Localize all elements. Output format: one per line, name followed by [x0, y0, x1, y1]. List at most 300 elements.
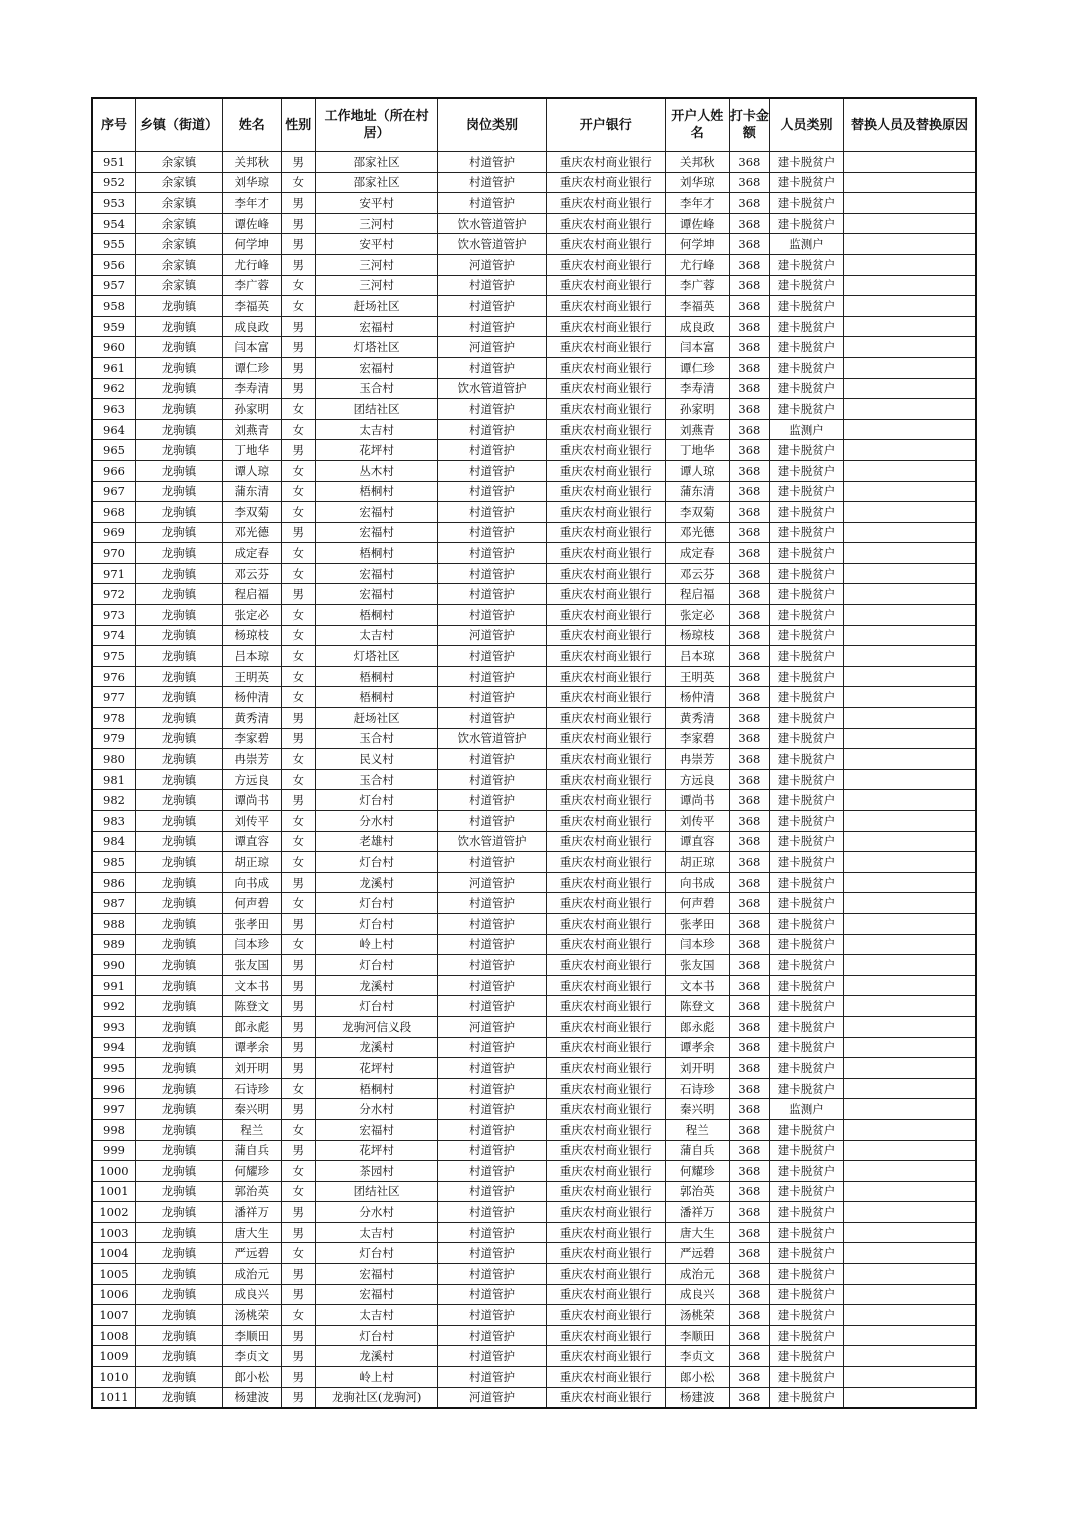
- cell-replacement: [843, 1325, 976, 1346]
- cell-replacement: [843, 1181, 976, 1202]
- cell-bank: 重庆农村商业银行: [546, 1325, 665, 1346]
- cell-township: 龙驹镇: [135, 996, 222, 1017]
- cell-work-address: 梧桐村: [315, 543, 437, 564]
- cell-person-category: 建卡脱贫户: [770, 831, 844, 852]
- cell-index: 988: [92, 913, 135, 934]
- table-row: [92, 666, 976, 687]
- cell-amount: 368: [729, 275, 769, 296]
- cell-index: 980: [92, 749, 135, 770]
- cell-gender: 男: [281, 254, 315, 275]
- cell-person-category: 建卡脱贫户: [770, 913, 844, 934]
- table-row: [92, 1099, 976, 1120]
- cell-name: 关邦秋: [222, 152, 281, 173]
- cell-bank: 重庆农村商业银行: [546, 769, 665, 790]
- cell-person-category: 建卡脱贫户: [770, 1078, 844, 1099]
- cell-person-category: 建卡脱贫户: [770, 1325, 844, 1346]
- cell-replacement: [843, 769, 976, 790]
- cell-amount: 368: [729, 172, 769, 193]
- cell-work-address: 灯台村: [315, 996, 437, 1017]
- cell-amount: 368: [729, 913, 769, 934]
- cell-bank: 重庆农村商业银行: [546, 1264, 665, 1285]
- cell-replacement: [843, 337, 976, 358]
- cell-replacement: [843, 563, 976, 584]
- cell-person-category: 建卡脱贫户: [770, 460, 844, 481]
- cell-job-category: 河道管护: [438, 1016, 546, 1037]
- cell-account-holder: 蒲自兵: [665, 1140, 729, 1161]
- cell-name: 邓光德: [222, 522, 281, 543]
- cell-name: 谭尚书: [222, 790, 281, 811]
- table-row: [92, 440, 976, 461]
- cell-person-category: 建卡脱贫户: [770, 872, 844, 893]
- cell-township: 龙驹镇: [135, 357, 222, 378]
- cell-job-category: 村道管护: [438, 955, 546, 976]
- table-row: [92, 1016, 976, 1037]
- cell-account-holder: 邓云芬: [665, 563, 729, 584]
- table-row: [92, 811, 976, 832]
- header-account-holder: 开户人姓名: [665, 98, 729, 152]
- cell-township: 龙驹镇: [135, 1346, 222, 1367]
- cell-township: 龙驹镇: [135, 708, 222, 729]
- cell-account-holder: 方远良: [665, 769, 729, 790]
- cell-replacement: [843, 790, 976, 811]
- cell-replacement: [843, 584, 976, 605]
- cell-replacement: [843, 1119, 976, 1140]
- cell-township: 龙驹镇: [135, 646, 222, 667]
- cell-person-category: 建卡脱贫户: [770, 687, 844, 708]
- cell-gender: 男: [281, 234, 315, 255]
- cell-index: 973: [92, 605, 135, 626]
- cell-amount: 368: [729, 316, 769, 337]
- cell-township: 龙驹镇: [135, 1264, 222, 1285]
- cell-township: 龙驹镇: [135, 831, 222, 852]
- cell-account-holder: 邓光德: [665, 522, 729, 543]
- cell-gender: 女: [281, 502, 315, 523]
- cell-gender: 女: [281, 769, 315, 790]
- cell-gender: 男: [281, 975, 315, 996]
- cell-work-address: 花坪村: [315, 1140, 437, 1161]
- cell-amount: 368: [729, 934, 769, 955]
- cell-work-address: 分水村: [315, 811, 437, 832]
- cell-person-category: 建卡脱贫户: [770, 666, 844, 687]
- table-row: [92, 172, 976, 193]
- cell-job-category: 村道管护: [438, 1202, 546, 1223]
- cell-account-holder: 孙家明: [665, 399, 729, 420]
- cell-name: 谭佐峰: [222, 213, 281, 234]
- cell-index: 985: [92, 852, 135, 873]
- table-row: [92, 934, 976, 955]
- cell-gender: 男: [281, 152, 315, 173]
- cell-work-address: 安平村: [315, 193, 437, 214]
- cell-gender: 女: [281, 687, 315, 708]
- cell-gender: 女: [281, 296, 315, 317]
- cell-person-category: 建卡脱贫户: [770, 1058, 844, 1079]
- cell-gender: 男: [281, 193, 315, 214]
- cell-person-category: 建卡脱贫户: [770, 1181, 844, 1202]
- cell-account-holder: 成良兴: [665, 1284, 729, 1305]
- header-township: 乡镇（街道）: [135, 98, 222, 152]
- cell-index: 957: [92, 275, 135, 296]
- cell-account-holder: 黄秀清: [665, 708, 729, 729]
- cell-replacement: [843, 1058, 976, 1079]
- cell-bank: 重庆农村商业银行: [546, 584, 665, 605]
- cell-account-holder: 谭孝余: [665, 1037, 729, 1058]
- cell-gender: 男: [281, 1346, 315, 1367]
- cell-amount: 368: [729, 296, 769, 317]
- cell-work-address: 邵家社区: [315, 152, 437, 173]
- table-row: [92, 1284, 976, 1305]
- cell-person-category: 建卡脱贫户: [770, 275, 844, 296]
- cell-index: 953: [92, 193, 135, 214]
- cell-index: 983: [92, 811, 135, 832]
- cell-amount: 368: [729, 687, 769, 708]
- cell-amount: 368: [729, 337, 769, 358]
- cell-account-holder: 汤桃荣: [665, 1305, 729, 1326]
- cell-person-category: 建卡脱贫户: [770, 213, 844, 234]
- cell-work-address: 赶场社区: [315, 296, 437, 317]
- cell-account-holder: 成治元: [665, 1264, 729, 1285]
- cell-bank: 重庆农村商业银行: [546, 605, 665, 626]
- cell-gender: 女: [281, 749, 315, 770]
- cell-index: 975: [92, 646, 135, 667]
- cell-work-address: 赶场社区: [315, 708, 437, 729]
- cell-index: 968: [92, 502, 135, 523]
- cell-index: 1011: [92, 1387, 135, 1408]
- cell-township: 余家镇: [135, 152, 222, 173]
- table-row: [92, 502, 976, 523]
- cell-amount: 368: [729, 254, 769, 275]
- cell-name: 谭仁珍: [222, 357, 281, 378]
- cell-amount: 368: [729, 1037, 769, 1058]
- table-row: [92, 296, 976, 317]
- cell-person-category: 建卡脱贫户: [770, 975, 844, 996]
- cell-name: 杨仲清: [222, 687, 281, 708]
- cell-account-holder: 尤行峰: [665, 254, 729, 275]
- cell-job-category: 村道管护: [438, 975, 546, 996]
- cell-bank: 重庆农村商业银行: [546, 316, 665, 337]
- cell-work-address: 宏福村: [315, 357, 437, 378]
- cell-gender: 男: [281, 1222, 315, 1243]
- cell-gender: 女: [281, 1161, 315, 1182]
- cell-township: 余家镇: [135, 234, 222, 255]
- cell-work-address: 团结社区: [315, 399, 437, 420]
- table-row: [92, 1078, 976, 1099]
- cell-job-category: 饮水管道管护: [438, 234, 546, 255]
- cell-index: 962: [92, 378, 135, 399]
- cell-name: 谭人琼: [222, 460, 281, 481]
- cell-bank: 重庆农村商业银行: [546, 811, 665, 832]
- cell-person-category: 建卡脱贫户: [770, 254, 844, 275]
- cell-name: 成定春: [222, 543, 281, 564]
- cell-bank: 重庆农村商业银行: [546, 1202, 665, 1223]
- cell-gender: 男: [281, 1325, 315, 1346]
- cell-person-category: 建卡脱贫户: [770, 1222, 844, 1243]
- cell-name: 刘华琼: [222, 172, 281, 193]
- cell-township: 龙驹镇: [135, 1222, 222, 1243]
- cell-work-address: 三河村: [315, 275, 437, 296]
- cell-index: 987: [92, 893, 135, 914]
- cell-amount: 368: [729, 399, 769, 420]
- cell-person-category: 建卡脱贫户: [770, 522, 844, 543]
- cell-amount: 368: [729, 234, 769, 255]
- cell-work-address: 分水村: [315, 1202, 437, 1223]
- cell-amount: 368: [729, 419, 769, 440]
- cell-index: 1008: [92, 1325, 135, 1346]
- cell-index: 995: [92, 1058, 135, 1079]
- table-row: [92, 955, 976, 976]
- cell-work-address: 三河村: [315, 213, 437, 234]
- cell-account-holder: 刘华琼: [665, 172, 729, 193]
- cell-work-address: 太吉村: [315, 1222, 437, 1243]
- cell-work-address: 太吉村: [315, 419, 437, 440]
- cell-work-address: 龙驹河信义段: [315, 1016, 437, 1037]
- cell-account-holder: 文本书: [665, 975, 729, 996]
- cell-gender: 女: [281, 934, 315, 955]
- cell-bank: 重庆农村商业银行: [546, 790, 665, 811]
- cell-work-address: 宏福村: [315, 1264, 437, 1285]
- table-row: [92, 1387, 976, 1408]
- table-row: [92, 152, 976, 173]
- cell-gender: 男: [281, 708, 315, 729]
- cell-job-category: 村道管护: [438, 522, 546, 543]
- cell-work-address: 花坪村: [315, 1058, 437, 1079]
- cell-person-category: 建卡脱贫户: [770, 728, 844, 749]
- cell-township: 龙驹镇: [135, 852, 222, 873]
- cell-person-category: 建卡脱贫户: [770, 1305, 844, 1326]
- cell-bank: 重庆农村商业银行: [546, 254, 665, 275]
- cell-person-category: 建卡脱贫户: [770, 584, 844, 605]
- cell-replacement: [843, 254, 976, 275]
- cell-bank: 重庆农村商业银行: [546, 666, 665, 687]
- cell-township: 龙驹镇: [135, 1099, 222, 1120]
- cell-index: 1006: [92, 1284, 135, 1305]
- cell-name: 汤桃荣: [222, 1305, 281, 1326]
- cell-work-address: 灯台村: [315, 852, 437, 873]
- cell-job-category: 村道管护: [438, 1037, 546, 1058]
- cell-amount: 368: [729, 1305, 769, 1326]
- cell-gender: 男: [281, 213, 315, 234]
- cell-amount: 368: [729, 955, 769, 976]
- cell-name: 秦兴明: [222, 1099, 281, 1120]
- cell-amount: 368: [729, 708, 769, 729]
- cell-township: 龙驹镇: [135, 749, 222, 770]
- cell-job-category: 村道管护: [438, 1119, 546, 1140]
- cell-job-category: 村道管护: [438, 502, 546, 523]
- cell-bank: 重庆农村商业银行: [546, 955, 665, 976]
- cell-index: 1009: [92, 1346, 135, 1367]
- cell-gender: 男: [281, 913, 315, 934]
- table-row: [92, 749, 976, 770]
- cell-gender: 女: [281, 481, 315, 502]
- cell-person-category: 建卡脱贫户: [770, 440, 844, 461]
- cell-township: 龙驹镇: [135, 502, 222, 523]
- cell-work-address: 宏福村: [315, 584, 437, 605]
- cell-gender: 女: [281, 625, 315, 646]
- cell-name: 成治元: [222, 1264, 281, 1285]
- table-row: [92, 543, 976, 564]
- cell-person-category: 监测户: [770, 419, 844, 440]
- cell-name: 谭直容: [222, 831, 281, 852]
- cell-job-category: 村道管护: [438, 193, 546, 214]
- table-row: [92, 708, 976, 729]
- cell-account-holder: 闫本珍: [665, 934, 729, 955]
- cell-replacement: [843, 234, 976, 255]
- cell-gender: 男: [281, 1016, 315, 1037]
- table-row: [92, 852, 976, 873]
- cell-bank: 重庆农村商业银行: [546, 378, 665, 399]
- cell-job-category: 村道管护: [438, 1181, 546, 1202]
- cell-gender: 男: [281, 357, 315, 378]
- cell-township: 龙驹镇: [135, 913, 222, 934]
- cell-account-holder: 王明英: [665, 666, 729, 687]
- cell-bank: 重庆农村商业银行: [546, 193, 665, 214]
- cell-job-category: 村道管护: [438, 460, 546, 481]
- cell-amount: 368: [729, 893, 769, 914]
- cell-bank: 重庆农村商业银行: [546, 234, 665, 255]
- cell-work-address: 安平村: [315, 234, 437, 255]
- cell-amount: 368: [729, 1367, 769, 1388]
- cell-work-address: 宏福村: [315, 1119, 437, 1140]
- cell-replacement: [843, 852, 976, 873]
- table-row: [92, 1325, 976, 1346]
- cell-job-category: 村道管护: [438, 1346, 546, 1367]
- cell-person-category: 建卡脱贫户: [770, 769, 844, 790]
- cell-name: 吕本琼: [222, 646, 281, 667]
- cell-township: 龙驹镇: [135, 934, 222, 955]
- cell-work-address: 团结社区: [315, 1181, 437, 1202]
- cell-name: 黄秀清: [222, 708, 281, 729]
- cell-township: 龙驹镇: [135, 522, 222, 543]
- cell-township: 龙驹镇: [135, 1181, 222, 1202]
- cell-amount: 368: [729, 1243, 769, 1264]
- table-row: [92, 605, 976, 626]
- cell-job-category: 村道管护: [438, 913, 546, 934]
- table-row: [92, 234, 976, 255]
- cell-township: 余家镇: [135, 193, 222, 214]
- cell-gender: 女: [281, 543, 315, 564]
- cell-account-holder: 成定春: [665, 543, 729, 564]
- cell-job-category: 村道管护: [438, 893, 546, 914]
- cell-replacement: [843, 893, 976, 914]
- cell-replacement: [843, 419, 976, 440]
- cell-amount: 368: [729, 625, 769, 646]
- cell-person-category: 建卡脱贫户: [770, 646, 844, 667]
- cell-account-holder: 胡正琼: [665, 852, 729, 873]
- table-row: [92, 1346, 976, 1367]
- cell-replacement: [843, 1243, 976, 1264]
- cell-replacement: [843, 708, 976, 729]
- cell-bank: 重庆农村商业银行: [546, 1058, 665, 1079]
- cell-bank: 重庆农村商业银行: [546, 1284, 665, 1305]
- cell-work-address: 民义村: [315, 749, 437, 770]
- cell-name: 何学坤: [222, 234, 281, 255]
- cell-job-category: 村道管护: [438, 1243, 546, 1264]
- table-row: [92, 790, 976, 811]
- cell-amount: 368: [729, 1016, 769, 1037]
- cell-township: 龙驹镇: [135, 481, 222, 502]
- cell-index: 1001: [92, 1181, 135, 1202]
- cell-amount: 368: [729, 152, 769, 173]
- cell-person-category: 建卡脱贫户: [770, 893, 844, 914]
- cell-name: 李寿清: [222, 378, 281, 399]
- cell-replacement: [843, 728, 976, 749]
- header-work-address: 工作地址（所在村居）: [315, 98, 437, 152]
- cell-index: 998: [92, 1119, 135, 1140]
- cell-replacement: [843, 543, 976, 564]
- cell-township: 龙驹镇: [135, 687, 222, 708]
- cell-township: 龙驹镇: [135, 605, 222, 626]
- cell-bank: 重庆农村商业银行: [546, 687, 665, 708]
- cell-township: 龙驹镇: [135, 955, 222, 976]
- cell-gender: 男: [281, 1037, 315, 1058]
- table-row: [92, 460, 976, 481]
- cell-name: 蒲东清: [222, 481, 281, 502]
- table-row: [92, 996, 976, 1017]
- cell-person-category: 建卡脱贫户: [770, 1202, 844, 1223]
- cell-amount: 368: [729, 378, 769, 399]
- cell-township: 龙驹镇: [135, 1284, 222, 1305]
- cell-account-holder: 吕本琼: [665, 646, 729, 667]
- cell-replacement: [843, 646, 976, 667]
- cell-index: 964: [92, 419, 135, 440]
- cell-township: 龙驹镇: [135, 1305, 222, 1326]
- cell-job-category: 村道管护: [438, 749, 546, 770]
- cell-township: 龙驹镇: [135, 460, 222, 481]
- table-row: [92, 831, 976, 852]
- cell-work-address: 岭上村: [315, 1367, 437, 1388]
- cell-amount: 368: [729, 1058, 769, 1079]
- cell-index: 960: [92, 337, 135, 358]
- cell-name: 刘燕青: [222, 419, 281, 440]
- cell-work-address: 梧桐村: [315, 666, 437, 687]
- cell-amount: 368: [729, 502, 769, 523]
- cell-gender: 女: [281, 1181, 315, 1202]
- cell-bank: 重庆农村商业银行: [546, 1037, 665, 1058]
- table-row: [92, 1264, 976, 1285]
- cell-person-category: 建卡脱贫户: [770, 1387, 844, 1408]
- cell-job-category: 村道管护: [438, 687, 546, 708]
- cell-work-address: 灯台村: [315, 955, 437, 976]
- cell-name: 王明英: [222, 666, 281, 687]
- table-row: [92, 728, 976, 749]
- cell-index: 959: [92, 316, 135, 337]
- cell-name: 程兰: [222, 1119, 281, 1140]
- cell-amount: 368: [729, 666, 769, 687]
- cell-account-holder: 谭仁珍: [665, 357, 729, 378]
- cell-work-address: 老雄村: [315, 831, 437, 852]
- cell-bank: 重庆农村商业银行: [546, 625, 665, 646]
- cell-gender: 男: [281, 440, 315, 461]
- cell-replacement: [843, 1037, 976, 1058]
- cell-work-address: 梧桐村: [315, 1078, 437, 1099]
- cell-job-category: 村道管护: [438, 563, 546, 584]
- cell-work-address: 太吉村: [315, 1305, 437, 1326]
- cell-account-holder: 张定必: [665, 605, 729, 626]
- table-row: [92, 1243, 976, 1264]
- cell-gender: 男: [281, 584, 315, 605]
- cell-name: 何耀珍: [222, 1161, 281, 1182]
- cell-index: 1004: [92, 1243, 135, 1264]
- cell-person-category: 建卡脱贫户: [770, 357, 844, 378]
- table-row: [92, 975, 976, 996]
- cell-name: 刘传平: [222, 811, 281, 832]
- cell-replacement: [843, 934, 976, 955]
- cell-gender: 男: [281, 522, 315, 543]
- cell-name: 胡正琼: [222, 852, 281, 873]
- cell-account-holder: 何耀珍: [665, 1161, 729, 1182]
- cell-person-category: 建卡脱贫户: [770, 296, 844, 317]
- cell-gender: 男: [281, 1284, 315, 1305]
- cell-amount: 368: [729, 1099, 769, 1120]
